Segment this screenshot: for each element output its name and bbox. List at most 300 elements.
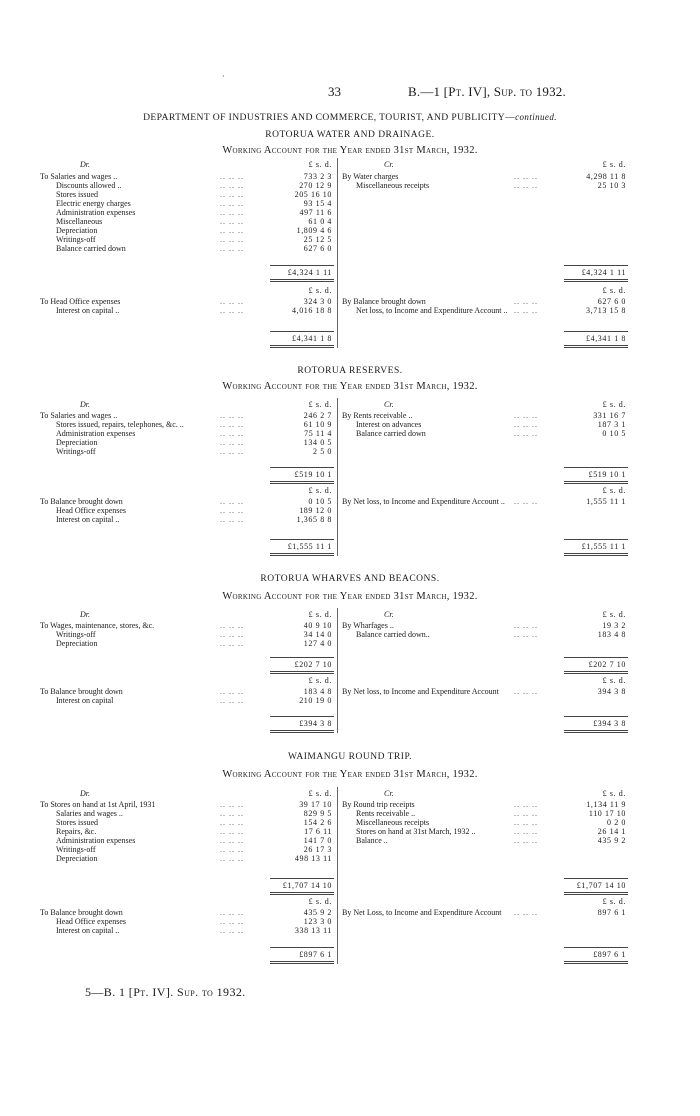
currency-columns-label: £ s. d. (602, 486, 626, 495)
debit-entry-label: Writings-off (56, 630, 96, 639)
leader-dots: .. .. .. (514, 497, 538, 506)
total-rule-bottom (270, 347, 334, 348)
leader-dots: .. .. .. (220, 438, 244, 447)
credit-money-header (0, 400, 700, 409)
credit-total-row (0, 881, 700, 890)
total-rule-top (564, 878, 628, 879)
debit-entry-amount: 338 13 11 (294, 926, 332, 935)
credit-label: Cr. (384, 610, 394, 619)
total-rule-bottom (270, 553, 334, 554)
debit-total-amount: £1,707 14 10 (282, 881, 332, 890)
leader-dots: .. .. .. (220, 420, 244, 429)
debit-entry-row (0, 917, 700, 926)
debit-entry-amount: 61 10 9 (303, 420, 332, 429)
debit-entry-label: To Balance brought down (40, 908, 123, 917)
debit-entry-label: Interest on capital (56, 696, 114, 705)
debit-entry-label: Electric energy charges (56, 199, 131, 208)
total-rule-bottom (564, 892, 628, 893)
debit-entry-amount: 1,809 4 6 (296, 226, 332, 235)
credit-entry-label: Balance carried down (356, 429, 426, 438)
debit-entry-label: Interest on capital .. (56, 306, 120, 315)
column-divider (337, 608, 338, 733)
credit-money-header (0, 160, 700, 169)
debit-entry-amount: 435 9 2 (303, 908, 332, 917)
debit-entry-row (0, 926, 700, 935)
leader-dots: .. .. .. (220, 172, 244, 181)
leader-dots: .. .. .. (514, 908, 538, 917)
debit-entry-amount: 34 14 0 (303, 630, 332, 639)
leader-dots: .. .. .. (514, 630, 538, 639)
total-rule-bottom (564, 730, 628, 731)
currency-columns-label: £ s. d. (602, 610, 626, 619)
account-section-title: ROTORUA WHARVES AND BEACONS. (260, 574, 440, 584)
total-rule-top (564, 947, 628, 948)
credit-entry-label: By Water charges (342, 172, 399, 181)
credit-entry-row (0, 809, 700, 818)
credit-total-amount: £1,555 11 1 (581, 542, 626, 551)
credit-entry-row (0, 836, 700, 845)
debit-entry-amount: 246 2 7 (303, 411, 332, 420)
total-rule-bottom (564, 345, 628, 346)
total-rule-top (270, 539, 334, 540)
currency-columns-label: £ s. d. (308, 610, 332, 619)
debit-entry-label: Discounts allowed .. (56, 181, 122, 190)
credit-total-row (0, 542, 700, 551)
debit-entry-amount: 154 2 6 (303, 818, 332, 827)
credit-entry-amount: 897 6 1 (597, 908, 626, 917)
currency-columns-label: £ s. d. (602, 160, 626, 169)
total-rule-top (564, 265, 628, 266)
total-rule-bottom (270, 892, 334, 893)
account-section-title: WAIMANGU ROUND TRIP. (287, 752, 413, 762)
working-account-title: Working Account for the Year ended 31st March, 1932. (222, 769, 478, 780)
leader-dots: .. .. .. (220, 306, 244, 315)
debit-total-amount: £4,341 1 8 (292, 334, 332, 343)
debit-entry-row (0, 639, 700, 648)
debit-entry-amount: 61 0 4 (308, 217, 332, 226)
leader-dots: .. .. .. (220, 297, 244, 306)
debit-entry-row (0, 515, 700, 524)
credit-money-header (0, 286, 700, 295)
credit-entry-amount: 0 2 0 (607, 818, 626, 827)
credit-label: Cr. (384, 400, 394, 409)
currency-columns-label: £ s. d. (308, 789, 332, 798)
debit-entry-label: Writings-off (56, 447, 96, 456)
credit-entry-row (0, 621, 700, 630)
credit-entry-amount: 26 14 1 (597, 827, 626, 836)
working-account-title: Working Account for the Year ended 31st March, 1932. (222, 381, 478, 392)
leader-dots: .. .. .. (220, 818, 244, 827)
leader-dots: .. .. .. (220, 917, 244, 926)
debit-entry-label: Writings-off (56, 235, 96, 244)
total-rule-bottom (270, 555, 334, 556)
total-rule-bottom (564, 481, 628, 482)
debit-entry-label: Interest on capital .. (56, 926, 120, 935)
leader-dots: .. .. .. (220, 836, 244, 845)
debit-entry-label: Depreciation (56, 226, 98, 235)
credit-entry-amount: 1,134 11 9 (586, 800, 626, 809)
leader-dots: .. .. .. (514, 411, 538, 420)
currency-columns-label: £ s. d. (308, 286, 332, 295)
debit-entry-amount: 498 13 11 (294, 854, 332, 863)
credit-entry-label: By Net loss, to Income and Expenditure Account .. (342, 497, 505, 506)
debit-entry-amount: 141 7 0 (303, 836, 332, 845)
credit-total-row (0, 268, 700, 277)
credit-entry-amount: 187 3 1 (597, 420, 626, 429)
credit-entry-label: Miscellaneous receipts (356, 181, 430, 190)
total-rule-bottom (564, 553, 628, 554)
credit-total-amount: £394 3 8 (593, 719, 626, 728)
total-rule-top (270, 878, 334, 879)
credit-entry-label: By Wharfages .. (342, 621, 394, 630)
currency-columns-label: £ s. d. (308, 400, 332, 409)
leader-dots: .. .. .. (514, 306, 538, 315)
debit-entry-amount: 123 3 0 (303, 917, 332, 926)
leader-dots: .. .. .. (514, 800, 538, 809)
debit-entry-row (0, 226, 700, 235)
total-rule-bottom (270, 481, 334, 482)
debit-entry-row (0, 199, 700, 208)
total-rule-bottom (564, 347, 628, 348)
debit-entry-amount: 205 16 10 (294, 190, 332, 199)
credit-entry-row (0, 630, 700, 639)
total-rule-bottom (564, 894, 628, 895)
debit-entry-amount: 1,365 8 8 (296, 515, 332, 524)
credit-total-amount: £897 6 1 (593, 950, 626, 959)
debit-entry-amount: 270 12 9 (299, 181, 332, 190)
total-rule-top (270, 947, 334, 948)
total-rule-bottom (564, 555, 628, 556)
debit-entry-amount: 627 6 0 (303, 244, 332, 253)
leader-dots: .. .. .. (220, 208, 244, 217)
working-account-title: Working Account for the Year ended 31st March, 1932. (222, 591, 478, 602)
currency-columns-label: £ s. d. (602, 286, 626, 295)
department-title: DEPARTMENT OF INDUSTRIES AND COMMERCE, TOURIST, AND PUBLICITY— (143, 112, 516, 123)
debit-total-amount: £394 3 8 (299, 719, 332, 728)
debit-label: Dr. (80, 789, 91, 798)
total-rule-bottom (270, 671, 334, 672)
credit-label: Cr. (384, 160, 394, 169)
debit-label: Dr. (80, 610, 91, 619)
total-rule-bottom (270, 279, 334, 280)
leader-dots: .. .. .. (220, 687, 244, 696)
debit-entry-amount: 93 15 4 (303, 199, 332, 208)
total-rule-bottom (270, 894, 334, 895)
credit-total-row (0, 950, 700, 959)
credit-money-header (0, 676, 700, 685)
credit-entry-row (0, 497, 700, 506)
credit-total-amount: £519 10 1 (588, 470, 626, 479)
total-rule-top (270, 467, 334, 468)
credit-entry-row (0, 429, 700, 438)
debit-entry-amount: 183 4 8 (303, 687, 332, 696)
debit-entry-row (0, 208, 700, 217)
leader-dots: .. .. .. (220, 226, 244, 235)
debit-entry-label: Salaries and wages .. (56, 809, 123, 818)
credit-entry-label: By Net Loss, to Income and Expenditure Account (342, 908, 502, 917)
leader-dots: .. .. .. (514, 181, 538, 190)
debit-entry-label: Miscellaneous (56, 217, 103, 226)
debit-entry-amount: 733 2 3 (303, 172, 332, 181)
debit-label: Dr. (80, 160, 91, 169)
debit-total-amount: £1,555 11 1 (287, 542, 332, 551)
debit-entry-label: Repairs, &c. (56, 827, 97, 836)
credit-entry-row (0, 411, 700, 420)
credit-entry-label: Rents receivable .. (356, 809, 416, 818)
column-divider (337, 398, 338, 556)
debit-total-amount: £202 7 10 (294, 660, 332, 669)
total-rule-bottom (270, 961, 334, 962)
credit-entry-amount: 1,555 11 1 (586, 497, 626, 506)
leader-dots: .. .. .. (220, 926, 244, 935)
debit-entry-amount: 134 0 5 (303, 438, 332, 447)
credit-entry-row (0, 420, 700, 429)
leader-dots: .. .. .. (220, 515, 244, 524)
leader-dots: .. .. .. (220, 630, 244, 639)
credit-money-header (0, 789, 700, 798)
department-heading (0, 112, 700, 123)
credit-total-row (0, 660, 700, 669)
currency-columns-label: £ s. d. (602, 676, 626, 685)
total-rule-bottom (564, 281, 628, 282)
total-rule-bottom (564, 671, 628, 672)
column-divider (337, 158, 338, 348)
leader-dots: .. .. .. (220, 809, 244, 818)
leader-dots: .. .. .. (220, 411, 244, 420)
debit-entry-amount: 497 11 6 (299, 208, 332, 217)
total-rule-top (270, 716, 334, 717)
debit-total-amount: £4,324 1 11 (287, 268, 332, 277)
total-rule-bottom (564, 732, 628, 733)
leader-dots: .. .. .. (220, 181, 244, 190)
leader-dots: .. .. .. (514, 172, 538, 181)
credit-entry-row (0, 687, 700, 696)
leader-dots: .. .. .. (514, 836, 538, 845)
debit-entry-label: Administration expenses (56, 208, 136, 217)
credit-entry-label: Miscellaneous receipts (356, 818, 430, 827)
debit-entry-amount: 40 9 10 (303, 621, 332, 630)
leader-dots: .. .. .. (220, 190, 244, 199)
debit-entry-row (0, 845, 700, 854)
debit-entry-amount: 25 12 5 (303, 235, 332, 244)
debit-entry-amount: 75 11 4 (304, 429, 332, 438)
debit-entry-amount: 17 6 11 (304, 827, 332, 836)
leader-dots: .. .. .. (220, 800, 244, 809)
debit-entry-row (0, 447, 700, 456)
debit-entry-label: Head Office expenses (56, 506, 127, 515)
currency-columns-label: £ s. d. (308, 486, 332, 495)
debit-entry-row (0, 217, 700, 226)
debit-entry-label: Administration expenses (56, 836, 136, 845)
debit-entry-label: Administration expenses (56, 429, 136, 438)
debit-entry-row (0, 854, 700, 863)
debit-entry-label: Stores issued (56, 818, 98, 827)
debit-entry-amount: 0 10 5 (308, 497, 332, 506)
debit-entry-label: To Stores on hand at 1st April, 1931 (40, 800, 156, 809)
total-rule-bottom (564, 483, 628, 484)
leader-dots: .. .. .. (220, 845, 244, 854)
leader-dots: .. .. .. (220, 217, 244, 226)
leader-dots: .. .. .. (514, 818, 538, 827)
debit-entry-amount: 127 4 0 (303, 639, 332, 648)
currency-columns-label: £ s. d. (308, 897, 332, 906)
credit-entry-amount: 3,713 15 8 (586, 306, 626, 315)
debit-entry-row (0, 696, 700, 705)
debit-entry-row (0, 190, 700, 199)
credit-entry-label: Net loss, to Income and Expenditure Account .. (356, 306, 508, 315)
debit-entry-label: Stores issued (56, 190, 98, 199)
debit-entry-label: To Salaries and wages .. (40, 172, 118, 181)
credit-entry-amount: 25 10 3 (597, 181, 626, 190)
debit-entry-row (0, 506, 700, 515)
credit-entry-row (0, 800, 700, 809)
debit-entry-amount: 210 19 0 (299, 696, 332, 705)
parliamentary-reference: B.—1 [Pt. IV], Sup. to 1932. (408, 84, 566, 99)
account-section-title: ROTORUA RESERVES. (297, 366, 403, 376)
total-rule-top (564, 539, 628, 540)
leader-dots: .. .. .. (220, 506, 244, 515)
leader-dots: .. .. .. (514, 429, 538, 438)
credit-total-amount: £4,324 1 11 (581, 268, 626, 277)
leader-dots: .. .. .. (220, 199, 244, 208)
leader-dots: .. .. .. (220, 429, 244, 438)
credit-entry-amount: 183 4 8 (597, 630, 626, 639)
currency-columns-label: £ s. d. (602, 789, 626, 798)
credit-entry-amount: 4,298 11 8 (586, 172, 626, 181)
total-rule-top (270, 265, 334, 266)
debit-entry-label: Interest on capital .. (56, 515, 120, 524)
debit-label: Dr. (80, 400, 91, 409)
credit-entry-label: Interest on advances (356, 420, 422, 429)
debit-entry-label: Balance carried down (56, 244, 126, 253)
debit-total-amount: £897 6 1 (299, 950, 332, 959)
credit-entry-row (0, 306, 700, 315)
credit-total-row (0, 334, 700, 343)
leader-dots: .. .. .. (220, 244, 244, 253)
leader-dots: .. .. .. (220, 235, 244, 244)
debit-entry-label: To Balance brought down (40, 687, 123, 696)
account-section-title: ROTORUA WATER AND DRAINAGE. (265, 130, 435, 140)
debit-entry-label: Depreciation (56, 639, 98, 648)
credit-entry-amount: 0 10 5 (602, 429, 626, 438)
leader-dots: .. .. .. (220, 908, 244, 917)
total-rule-bottom (564, 673, 628, 674)
leader-dots: .. .. .. (220, 621, 244, 630)
leader-dots: .. .. .. (220, 854, 244, 863)
debit-entry-label: Writings-off (56, 845, 96, 854)
credit-money-header (0, 897, 700, 906)
total-rule-bottom (564, 963, 628, 964)
debit-entry-row (0, 438, 700, 447)
debit-entry-label: Head Office expenses (56, 917, 127, 926)
currency-columns-label: £ s. d. (602, 897, 626, 906)
credit-entry-amount: 627 6 0 (597, 297, 626, 306)
total-rule-bottom (564, 961, 628, 962)
debit-entry-amount: 324 3 0 (303, 297, 332, 306)
credit-entry-amount: 435 9 2 (597, 836, 626, 845)
credit-total-amount: £202 7 10 (588, 660, 626, 669)
department-continued: continued. (515, 112, 557, 122)
credit-entry-label: Balance .. (356, 836, 388, 845)
column-divider (337, 787, 338, 964)
currency-columns-label: £ s. d. (308, 160, 332, 169)
leader-dots: .. .. .. (514, 687, 538, 696)
credit-money-header (0, 486, 700, 495)
debit-entry-row (0, 244, 700, 253)
total-rule-bottom (270, 281, 334, 282)
total-rule-bottom (270, 730, 334, 731)
credit-entry-row (0, 172, 700, 181)
total-rule-top (564, 716, 628, 717)
credit-entry-label: Stores on hand at 31st March, 1932 .. (356, 827, 476, 836)
debit-entry-amount: 4,016 18 8 (292, 306, 332, 315)
credit-total-row (0, 470, 700, 479)
debit-entry-amount: 189 12 0 (299, 506, 332, 515)
debit-entry-label: Stores issued, repairs, telephones, &c. .. (56, 420, 184, 429)
debit-entry-amount: 829 9 5 (303, 809, 332, 818)
credit-entry-label: By Balance brought down (342, 297, 426, 306)
total-rule-bottom (564, 279, 628, 280)
currency-columns-label: £ s. d. (308, 676, 332, 685)
credit-entry-row (0, 181, 700, 190)
leader-dots: .. .. .. (220, 497, 244, 506)
currency-columns-label: £ s. d. (602, 400, 626, 409)
total-rule-bottom (270, 483, 334, 484)
debit-entry-label: To Salaries and wages .. (40, 411, 118, 420)
page-footer: 5—B. 1 [Pt. IV]. Sup. to 1932. (85, 985, 246, 999)
credit-entry-row (0, 908, 700, 917)
credit-entry-amount: 19 3 2 (602, 621, 626, 630)
leader-dots: .. .. .. (220, 639, 244, 648)
debit-entry-label: Depreciation (56, 854, 98, 863)
credit-entry-amount: 110 17 10 (588, 809, 626, 818)
leader-dots: .. .. .. (514, 621, 538, 630)
debit-total-amount: £519 10 1 (294, 470, 332, 479)
leader-dots: .. .. .. (514, 827, 538, 836)
credit-money-header (0, 610, 700, 619)
total-rule-bottom (270, 345, 334, 346)
total-rule-bottom (270, 732, 334, 733)
credit-entry-amount: 331 16 7 (593, 411, 626, 420)
debit-entry-label: To Wages, maintenance, stores, &c. (40, 621, 155, 630)
total-rule-top (564, 657, 628, 658)
page-number: 33 (328, 84, 341, 99)
credit-entry-row (0, 297, 700, 306)
debit-entry-amount: 2 5 0 (313, 447, 332, 456)
credit-label: Cr. (384, 789, 394, 798)
debit-entry-amount: 39 17 10 (299, 800, 332, 809)
stray-mark: · (222, 72, 225, 81)
total-rule-top (270, 331, 334, 332)
leader-dots: .. .. .. (220, 827, 244, 836)
leader-dots: .. .. .. (220, 447, 244, 456)
total-rule-top (564, 331, 628, 332)
debit-entry-row (0, 235, 700, 244)
debit-entry-label: To Head Office expenses (40, 297, 121, 306)
credit-entry-label: By Rents receivable .. (342, 411, 413, 420)
working-account-title: Working Account for the Year ended 31st March, 1932. (222, 145, 478, 156)
credit-entry-row (0, 827, 700, 836)
credit-total-row (0, 719, 700, 728)
credit-total-amount: £1,707 14 10 (576, 881, 626, 890)
leader-dots: .. .. .. (514, 809, 538, 818)
credit-entry-label: By Round trip receipts (342, 800, 415, 809)
total-rule-top (564, 467, 628, 468)
credit-entry-amount: 394 3 8 (597, 687, 626, 696)
page-header (0, 84, 700, 100)
debit-entry-label: To Balance brought down (40, 497, 123, 506)
total-rule-top (270, 657, 334, 658)
